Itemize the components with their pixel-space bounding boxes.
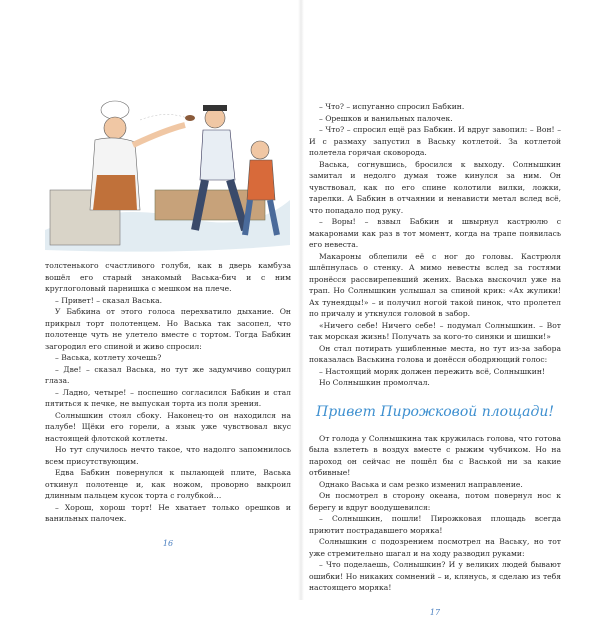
- paragraph: Солнышкин с подозрением посмотрел на Ваську, но тот уже стремительно шагал и на ходу разводил руками:: [309, 537, 561, 558]
- paragraph: Васька, согнувшись, бросился к выходу. Солнышкин замитал и недолго думая тоже кинулся за ним. Он чувствовал, как по его спине колотили вилки, ложки, тарелки. А Бабкин в отчаянии и ненависти метал вслед всё, что попадало под руку.: [309, 159, 561, 215]
- paragraph: – Привет! – сказал Васька.: [55, 295, 163, 305]
- page-number-right: 17: [429, 607, 441, 617]
- paragraph: У Бабкина от этого голоса перехватило дыхание. Он прикрыл торт полотенцем. Но Васька так засопел, что полотенце чуть не улетело вместе с тортом. Тогда Бабкин загородил его спиной и живо спросил:: [45, 307, 291, 351]
- left-page-text: [45, 260, 291, 525]
- illustration-cook-throwing-cutlet: [35, 80, 295, 260]
- right-page-text-2: [309, 433, 561, 594]
- paragraph: Он стал потирать ушибленные места, но тут из-за забора показалась Васькина голова и донёсся ободряющий голос:: [309, 343, 561, 364]
- paragraph: – Хорош, хорош торт! Не хватает только орешков и ванильных палочек.: [45, 502, 291, 523]
- paragraph: – Воры! – взвыл Бабкин и швырнул кастрюлю с макаронами как раз в тот момент, когда на трапе появилась его невеста.: [309, 217, 561, 249]
- paragraph: толстенького счастливого голубя, как в дверь камбуза вошёл его старый знакомый Васька-бич и с ним круглоголовый парнишка с мешком на плече.: [45, 261, 291, 293]
- paragraph: – Что поделаешь, Солнышкин? И у великих людей бывают ошибки! Но никаких сомнений – и, клянусь, я сделаю из тебя настоящего моряка!: [309, 560, 561, 592]
- paragraph: Но тут случилось нечто такое, что надолго запомнилось всем присутствующим.: [45, 445, 291, 466]
- paragraph: Однако Васька и сам резко изменил направление.: [319, 479, 523, 489]
- book-gutter: [298, 0, 304, 600]
- right-page-text: [309, 101, 561, 389]
- paragraph: Макароны облепили её с ног до головы. Кастрюля шлёпнулась о стенку. А мимо невесты вслед за гостями пронёсся рассвирепевший жених. Васька выскочил уже на трап. Но Солнышкин услышал за спиной крик: «Ах жулики! Ах тунеядцы!» – и получил ногой такой пинок, что пролетел по причалу и уткнулся головой в забор.: [309, 251, 561, 318]
- right-page: [309, 101, 561, 618]
- paragraph: От голода у Солнышкина так кружилась голова, что готова была взлететь в воздух вместе с рыжим чубчиком. Но на пароход он сейчас не пошёл бы с Васькой ни за какие отбивные!: [309, 433, 561, 477]
- paragraph: – Настоящий моряк должен пережить всё, Солнышкин!: [319, 366, 545, 376]
- paragraph: – Что? – спросил ещё раз Бабкин. И вдруг завопил: – Вон! – И с размаху запустил в Ваську котлетой. За котлетой полетела горячая сковорода.: [309, 125, 561, 157]
- paragraph: – Орешков и ванильных палочек.: [319, 113, 453, 123]
- paragraph: Он посмотрел в сторону океана, потом повернул нос к берегу и вдруг воодушевился:: [309, 491, 561, 512]
- paragraph: – Ладно, четыре! – поспешно согласился Бабкин и стал пятиться к печке, не выпуская торта из поля зрения.: [45, 387, 291, 408]
- paragraph: – Васька, котлету хочешь?: [55, 353, 162, 362]
- paragraph: Солнышкин стоял сбоку. Наконец-то он находился на палубе! Щёки его горели, а язык уже чувствовал вкус настоящей флотской котлеты.: [45, 410, 291, 443]
- paragraph: «Ничего себе! Ничего себе! – подумал Солнышкин. – Вот так морская жизнь! Получать за кого-то синяки и шишки!»: [309, 320, 561, 341]
- paragraph: – Что? – испуганно спросил Бабкин.: [319, 102, 465, 111]
- paragraph: – Две! – сказал Васька, но тут же задумчиво сощурил глаза.: [45, 364, 291, 385]
- paragraph: Едва Бабкин повернулся к пылающей плите, Васька откинул полотенце и, как ножом, проворно выкроил длинным пальцем кусок торта с голубкой…: [45, 468, 291, 500]
- page-number-left: 16: [162, 538, 174, 548]
- paragraph: Но Солнышкин промолчал.: [319, 378, 430, 387]
- paragraph: – Солнышкин, пошли! Пирожковая площадь всегда приютит пострадавшего моряка!: [309, 514, 561, 535]
- chapter-heading: Привет Пирожковой площади!: [316, 403, 554, 420]
- left-page: [45, 80, 291, 549]
